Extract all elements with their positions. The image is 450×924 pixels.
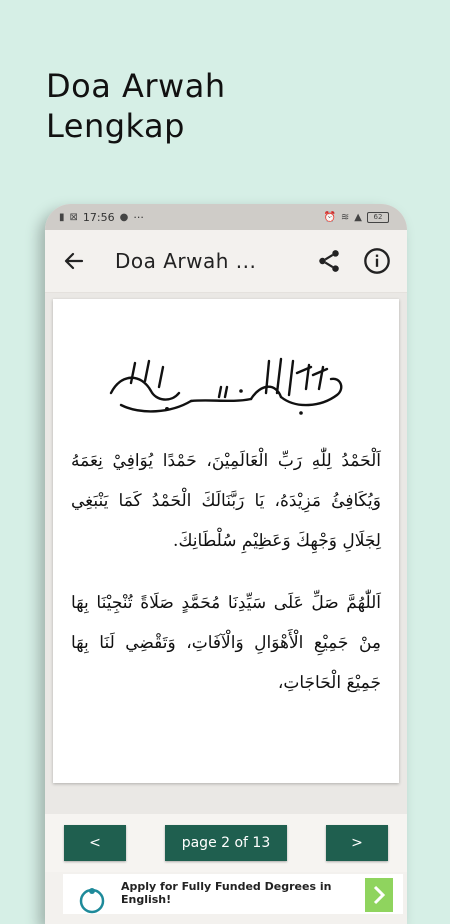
alarm-icon: ⏰ (323, 211, 336, 223)
signal-icon: ⊠ (69, 211, 78, 223)
info-icon (363, 247, 391, 275)
status-right (323, 212, 389, 223)
basmalah-calligraphy-image (101, 353, 351, 423)
next-page-button[interactable]: > (326, 825, 388, 861)
chevron-right-icon (371, 885, 387, 905)
app-bar-title: Doa Arwah ... (115, 249, 257, 273)
content-area[interactable] (45, 293, 407, 829)
status-left (59, 211, 144, 224)
wifi-icon: ≋ (340, 211, 350, 223)
sim-icon: ▮ (59, 211, 65, 223)
page-card (53, 299, 399, 783)
ad-open-button[interactable] (365, 878, 393, 912)
phone-frame (45, 204, 407, 924)
battery-icon: 62 (367, 212, 389, 223)
previous-page-button[interactable]: < (64, 825, 126, 861)
promo-title-line2: Lengkap (46, 107, 185, 145)
status-bar (45, 204, 407, 230)
arrow-left-icon (62, 249, 86, 273)
doa-paragraph-2: اَللّٰهُمَّ صَلِّ عَلَى سَيِّدِنَا مُحَمَّدٍ صَلَاةً تُنْجِيْنَا بِهَا مِنْ جَمِيْعِ الْأَهْوَالِ وَالْآفَاتِ، وَتَقْضِي لَنَا بِهَا جَمِيْعَ الْحَاجَاتِ، (71, 593, 381, 693)
share-icon (316, 248, 342, 274)
ad-banner[interactable] (63, 874, 403, 914)
promo-title-line1: Doa Arwah (46, 67, 226, 105)
pagination-bar (45, 814, 407, 872)
doa-paragraph-1: اَلْحَمْدُ لِلّٰهِ رَبِّ الْعَالَمِيْنَ، حَمْدًا يُوَافِيْ نِعَمَهُ وَيُكَافِئُ مَزِيْدَهُ، يَا رَبَّنَالَكَ الْحَمْدُ كَمَا يَنْبَغِي لِجَلَالِ وَجْهِكَ وَعَظِيْمِ سُلْطَانِكَ. (71, 451, 381, 551)
cellular-icon: ▲ (354, 211, 362, 223)
notification-icon: ● (119, 211, 129, 223)
back-button[interactable] (59, 246, 89, 276)
info-button[interactable] (361, 245, 393, 277)
promo-title (46, 66, 226, 146)
ad-text[interactable]: Apply for Fully Funded Degrees in English! (121, 880, 332, 906)
ad-logo-icon (77, 886, 107, 916)
app-bar (45, 230, 407, 293)
status-time: 17:56 (82, 210, 115, 224)
page-indicator-button[interactable]: page 2 of 13 (165, 825, 287, 861)
share-button[interactable] (313, 245, 345, 277)
status-more: ··· (133, 210, 144, 224)
